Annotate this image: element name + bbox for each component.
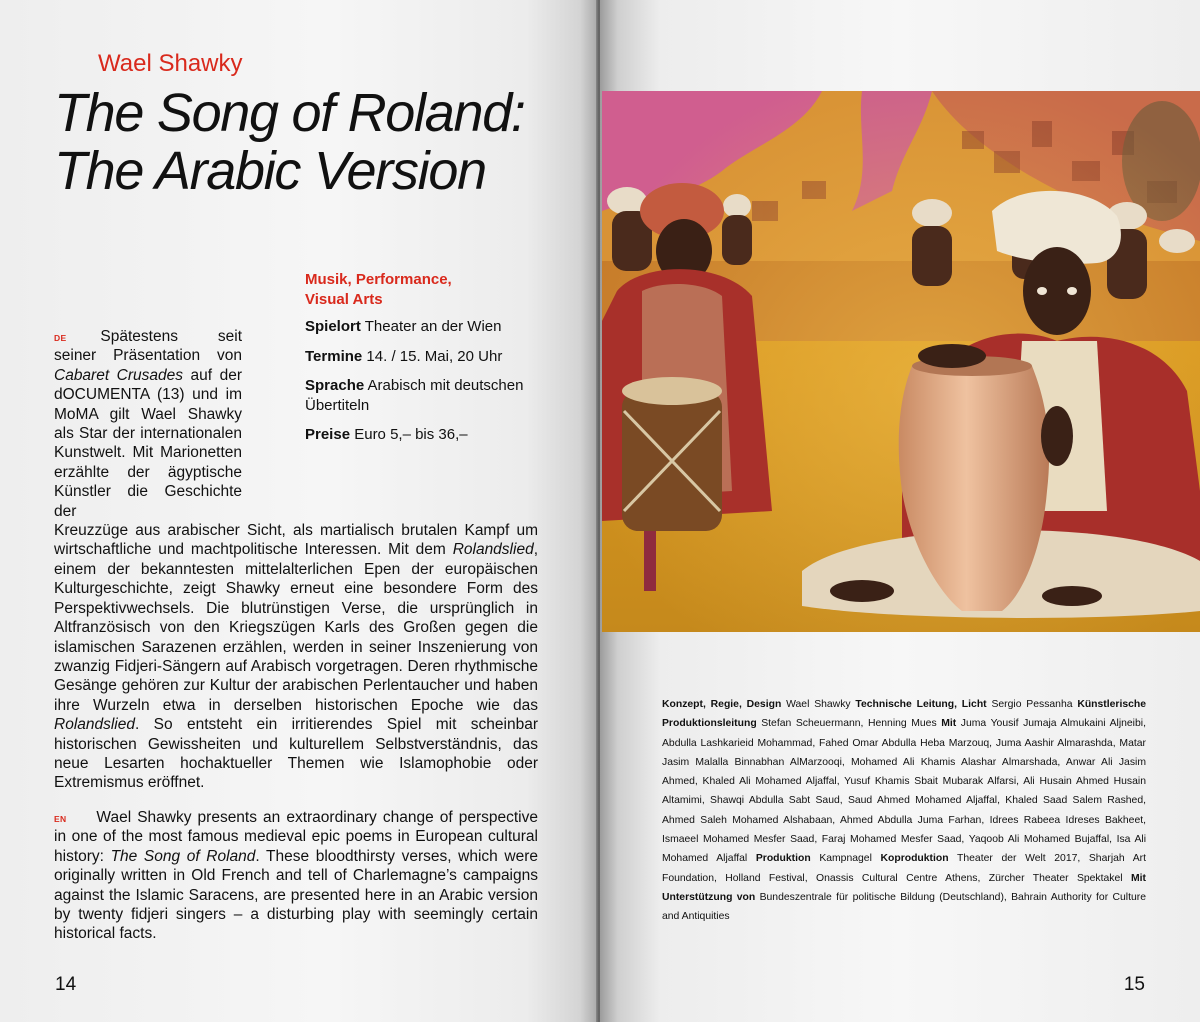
language-value: Arabisch mit deutschen Übertiteln — [305, 377, 524, 414]
author-name: Wael Shawky — [98, 50, 243, 77]
dates-label: Termine — [305, 347, 363, 365]
language-label: Sprache — [305, 377, 365, 394]
german-text — [54, 327, 538, 793]
title-line-1: The Song of Roland: — [54, 83, 525, 143]
prices-label: Preise — [305, 426, 351, 443]
german-paragraph-main: Kreuzzüge aus arabischer Sicht, als martialisch brutalen Kampf um wirtschaftliche und machtpolitische Interessen. Mit dem Rolandslied, einem der bekanntesten mittelalterlichen Epen der europäischen Kulturgeschichte, zeigt Shawky erneut eine besondere Form des Perspektivwechsels. Die blutrünstigen Verse, die ursprünglich in Altfranzösisch von den Kriegszügen Karls des Großen gegen die islamischen Sarazenen erzählen, werden in seiner Inszenierung von zwanzig Fidjeri-Sängern auf Arabisch vorgetragen. Deren rhythmische Gesänge gehören zur Kultur der arabischen Perlentaucher und haben ihre Wurzeln etwa in derselben historischen Epoche wie das Rolandslied. So entsteht ein irritierendes Spiel mit scheinbar historischen Gewissheiten und kulturellem Selbstverständnis, das neue Lesarten hochaktueller Themen wie Islamophobie oder Extremismus eröffnet. — [54, 522, 538, 792]
prices-value: Euro 5,– bis 36,– — [354, 426, 468, 443]
right-page — [600, 0, 1200, 1022]
credits-block: Konzept, Regie, Design Wael Shawky Technische Leitung, Licht Sergio Pessanha Künstlerische Produktionsleitung Stefan Scheuermann, Henning Mues Mit Juma Yousif Jumaja Almukaini Aljneibi, Abdulla Lashkarieid Mohammad, Fahed Omar Abdulla Heba Marzouq, Juma Aashir Almarashda, Matar Jasim Malalla Binnabhan AlMarzooqi, Mohamed Ali Khamis Alashar Almarshada, Anwar Ali Jasim Ahmed, Khaled Ali Mohamed Aljaffal, Yusuf Khamis Sbait Mubarak Alfarsi, Ali Husain Ahmed Husain Altamimi, Shawqi Abdulla Sabt Saud, Saud Ahmed Mohamed Aljaffal, Khaled Saad Salem Rashed, Ahmed Saleh Mohamed Alshabaan, Ahmed Abdulla Juma Farhan, Idrees Rabeea Idreses Bakheet, Ismaeel Mohamed Mesfer Saad, Faraj Mohamed Mesfer Saad, Yaqoob Ali Mohamed Bujaffal, Isa Ali Mohamed Aljaffal Produktion Kampnagel Koproduktion Theater der Welt 2017, Sharjah Art Foundation, Holland Festival, Onassis Cultural Centre Athens, Zürcher Theater Spektakel Mit Unterstützung von Bundeszentrale für politische Bildung (Deutschland), Bahrain Authority for Culture and Antiquities — [662, 699, 1147, 923]
performance-photo — [602, 91, 1200, 632]
german-paragraph-intro: $^{DE}$ Spätestens seit seiner Präsentation von Cabaret Crusades auf der dOCUMENTA (13) und im MoMA gilt Wael Shawky als Star der internationalen Kunstwelt. Mit Marionetten erzählte der ägyptische Künstler die Geschichte der — [54, 328, 242, 520]
venue-value: Theater an der Wien — [364, 318, 502, 335]
venue-label: Spielort — [305, 318, 361, 335]
page-number-right: 15 — [1123, 974, 1145, 995]
title-line-2: The Arabic Version — [54, 141, 486, 201]
page-title — [54, 84, 574, 200]
lang-tag-en: EN — [54, 814, 67, 824]
dates-value: 14. / 15. Mai, 20 Uhr — [366, 347, 503, 365]
lang-tag-de: DE — [54, 333, 67, 343]
genre-label: Musik, Performance, Visual Arts — [305, 271, 452, 308]
english-text: $^{EN}$ Wael Shawky presents an extraordinary change of perspective in one of the most famous medieval epic poems in European cultural history: The Song of Roland. These bloodthirsty verses, which were originally written in Old French and tell of Charlemagne’s campaigns against the Islamic Saracens, are presented here in an Arabic version by twenty fidjeri singers – a disturbing play with seemingly certain historical facts. — [54, 809, 538, 943]
page-number-left: 14 — [55, 974, 77, 995]
left-page — [0, 0, 598, 1022]
